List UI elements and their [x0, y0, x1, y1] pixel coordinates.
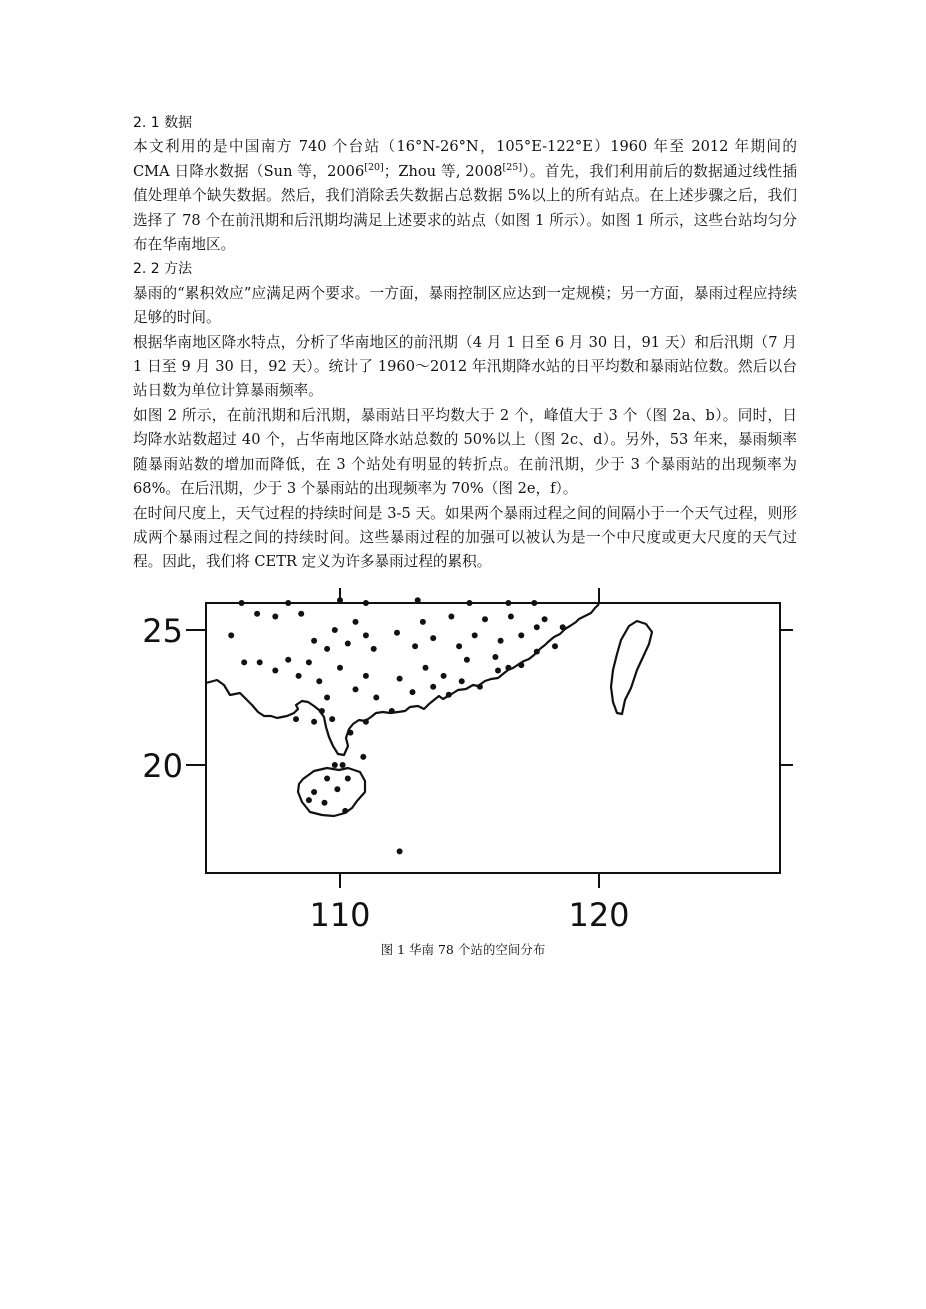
station-point-66 [293, 716, 299, 722]
section-heading-data: 2. 1 数据 [133, 115, 193, 131]
xtick-label-110: 110 [309, 896, 371, 934]
station-point-75 [340, 762, 346, 768]
station-point-16 [371, 646, 377, 652]
station-point-69 [324, 776, 330, 782]
station-point-33 [228, 632, 234, 638]
station-point-21 [448, 614, 454, 620]
station-point-43 [324, 695, 330, 701]
station-point-31 [552, 643, 558, 649]
station-point-12 [332, 627, 338, 633]
station-point-10 [311, 638, 317, 644]
station-point-30 [542, 616, 548, 622]
station-point-73 [342, 808, 348, 814]
station-point-24 [482, 616, 488, 622]
station-point-23 [472, 632, 478, 638]
paragraph-method-3: 如图 2 所示，在前汛期和后汛期，暴雨站日平均数大于 2 个，峰值大于 3 个（图 2a、b）。同时，日均降水站数超过 40 个，占华南地区降水站总数的 50%以上（图 2c、d）。另外，53 年来，暴雨频率随暴雨站数的增加而降低，在 3 个站处有明显的转折点。在前汛期，少于 3 个暴雨站的出现频率为 68%。在后汛期，少于 3 个暴雨站的出现频率为 70%（图 2e，f）。 [133, 406, 797, 498]
station-point-36 [241, 659, 247, 665]
station-point-53 [446, 692, 452, 698]
station-points [228, 597, 566, 854]
paragraph-method-4: 在时间尺度上，天气过程的持续时间是 3-5 天。如果两个暴雨过程之间的间隔小于一个天气过程，则形成两个暴雨过程之间的持续时间。这些暴雨过程的加强可以被认为是一个中尺度或更大尺度的天气过程。因此，我们将 CETR 定义为许多暴雨过程的累积。 [133, 504, 797, 571]
station-point-18 [412, 643, 418, 649]
figure-caption: 图 1 华南 78 个站的空间分布 [380, 942, 546, 957]
station-point-71 [334, 786, 340, 792]
station-point-61 [389, 708, 395, 714]
station-point-20 [430, 635, 436, 641]
station-point-56 [495, 668, 501, 674]
station-point-68 [360, 754, 366, 760]
station-point-4 [415, 597, 421, 603]
station-point-41 [306, 659, 312, 665]
station-point-13 [345, 641, 351, 647]
station-point-6 [505, 600, 511, 606]
station-point-42 [316, 678, 322, 684]
station-point-14 [353, 619, 359, 625]
station-point-38 [272, 668, 278, 674]
station-point-65 [311, 719, 317, 725]
station-point-28 [518, 632, 524, 638]
para-text: ）。首先，我们利用前后的数据通过线性插值处理单个缺失数据。然后，我们消除丢失数据占总数据 5%以上的所有站点。在上述步骤之后，我们选择了 78 个在前汛期和后汛期均满足上述要求的站点（如图 1 所示）。如图 1 所示，这些台站均匀分布在华南地区。 [133, 162, 798, 254]
citation-ref[interactable]: [25] [502, 161, 523, 173]
taiwan-island [611, 621, 652, 714]
station-point-50 [423, 665, 429, 671]
station-point-34 [239, 600, 245, 606]
station-point-67 [319, 708, 325, 714]
station-point-51 [430, 684, 436, 690]
station-point-32 [560, 624, 566, 630]
station-point-52 [441, 673, 447, 679]
station-point-62 [363, 719, 369, 725]
station-point-77 [306, 797, 312, 803]
xtick-label-120: 120 [568, 896, 630, 934]
station-point-27 [508, 614, 514, 620]
figure-1 [133, 588, 793, 938]
station-point-1 [285, 600, 291, 606]
station-point-17 [394, 630, 400, 636]
station-point-60 [464, 657, 470, 663]
paragraph-method-2: 根据华南地区降水特点，分析了华南地区的前汛期（4 月 1 日至 6 月 30 日，91 天）和后汛期（7 月 1 日至 9 月 30 日，92 天）。统计了 1960～2012 年汛期降水站的日平均数和暴雨站位数。然后以台站日数为单位计算暴雨频率。 [133, 333, 797, 400]
station-point-5 [467, 600, 473, 606]
station-point-48 [397, 676, 403, 682]
station-point-25 [492, 654, 498, 660]
station-point-3 [363, 600, 369, 606]
station-point-70 [345, 776, 351, 782]
station-point-78 [397, 848, 403, 854]
station-point-11 [324, 646, 330, 652]
section-heading-method: 2. 2 方法 [133, 261, 193, 278]
station-point-63 [347, 730, 353, 736]
paragraph-data [133, 135, 797, 257]
ytick-label-25: 25 [142, 612, 183, 650]
citation-ref[interactable]: [20] [364, 161, 384, 173]
hainan-island [298, 768, 365, 816]
station-point-72 [322, 800, 328, 806]
para-text: ；Zhou 等, 2008 [383, 162, 503, 180]
body-text [133, 111, 797, 575]
station-point-39 [285, 657, 291, 663]
station-point-44 [337, 665, 343, 671]
plot-frame [206, 603, 780, 873]
station-point-74 [311, 789, 317, 795]
station-point-2 [337, 597, 343, 603]
station-point-15 [363, 632, 369, 638]
station-point-7 [531, 600, 537, 606]
station-point-57 [505, 665, 511, 671]
station-point-54 [459, 678, 465, 684]
paragraph-method-1: 暴雨的“累积效应”应满足两个要求。一方面，暴雨控制区应达到一定规模；另一方面，暴雨过程应持续足够的时间。 [133, 284, 797, 327]
station-map [133, 588, 793, 938]
station-point-58 [518, 662, 524, 668]
para-text: 本文利用的是中国南方 740 个台站（16°N-26°N，105°E-122°E）1960 年至 2012 年期间的 CMA 日降水数据（Sun 等，2006 [133, 138, 797, 180]
station-point-19 [420, 619, 426, 625]
station-point-76 [332, 762, 338, 768]
ytick-label-20: 20 [142, 747, 183, 785]
station-point-35 [254, 611, 260, 617]
station-point-46 [363, 673, 369, 679]
station-point-40 [296, 673, 302, 679]
station-point-8 [272, 614, 278, 620]
station-point-47 [373, 695, 379, 701]
station-point-59 [534, 649, 540, 655]
station-point-26 [498, 638, 504, 644]
station-point-22 [456, 643, 462, 649]
station-point-9 [298, 611, 304, 617]
station-point-55 [477, 684, 483, 690]
station-point-29 [534, 624, 540, 630]
mainland-coastline [206, 604, 599, 755]
station-point-49 [410, 689, 416, 695]
station-point-64 [329, 716, 335, 722]
station-point-45 [353, 686, 359, 692]
station-point-37 [257, 659, 263, 665]
